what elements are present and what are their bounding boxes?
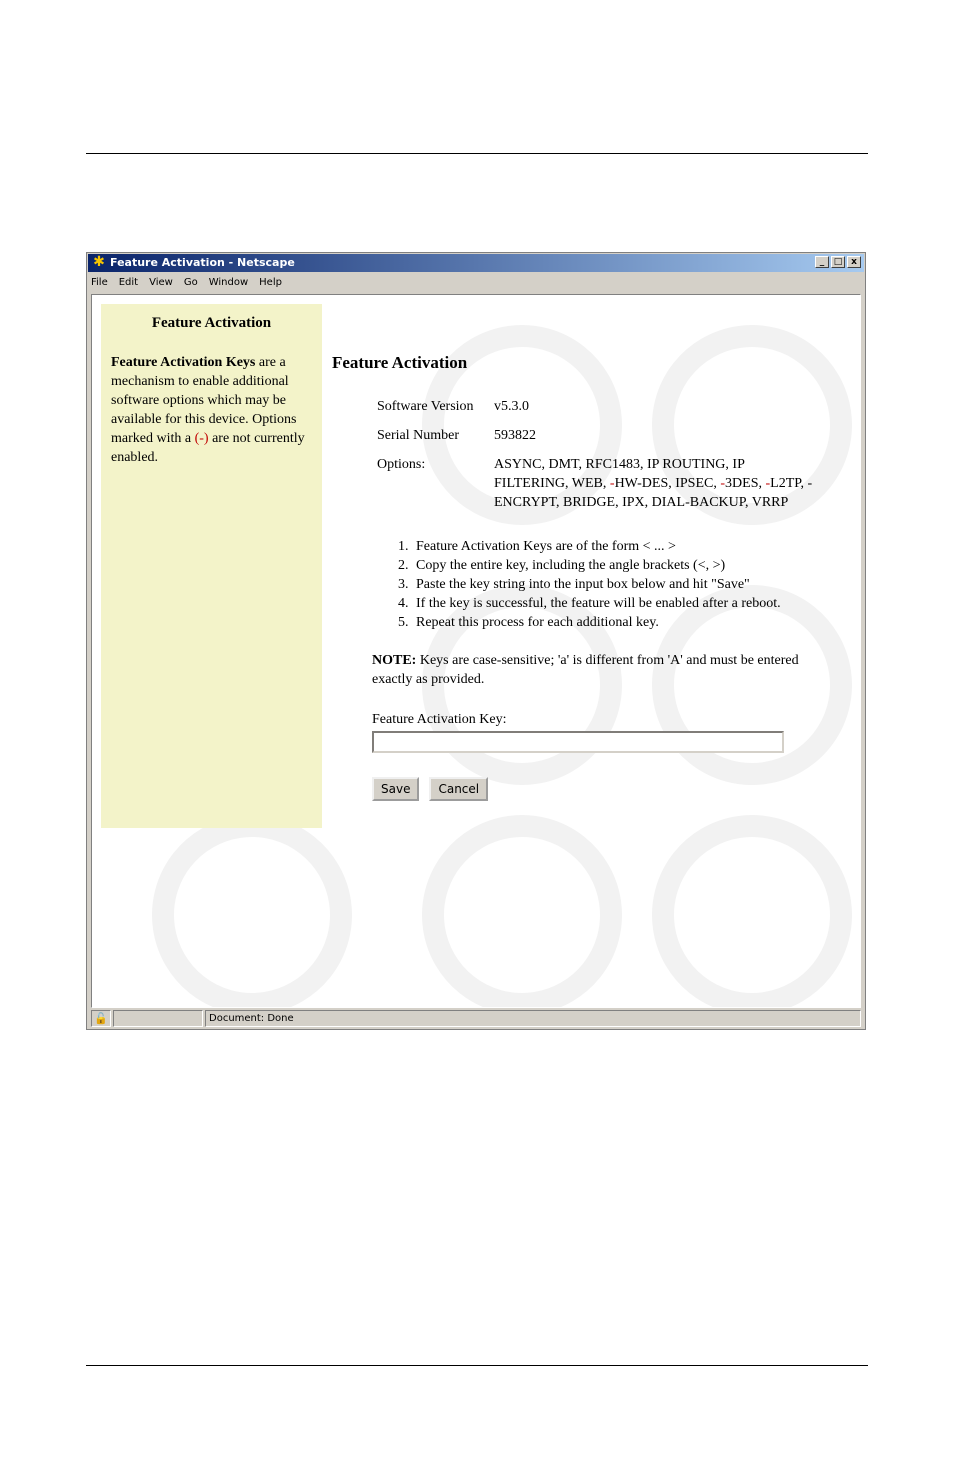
options-label: Options: bbox=[377, 457, 426, 472]
watermark-logo bbox=[385, 778, 658, 1008]
disabled-marker: - bbox=[720, 476, 726, 491]
menu-file[interactable]: File bbox=[91, 277, 108, 288]
security-lock-icon[interactable]: 🔓 bbox=[91, 1010, 111, 1027]
disabled-marker: - bbox=[765, 476, 771, 491]
window-controls bbox=[815, 256, 861, 268]
list-item: 5. Repeat this process for each additional key. bbox=[412, 613, 852, 632]
cancel-button[interactable]: Cancel bbox=[429, 777, 488, 801]
list-item: 1. Feature Activation Keys are of the form < ... > bbox=[412, 537, 852, 556]
bottom-rule bbox=[86, 1365, 868, 1366]
serial-number-label: Serial Number bbox=[377, 428, 460, 443]
activation-key-input[interactable] bbox=[372, 731, 784, 753]
list-item: 4. If the key is successful, the feature will be enabled after a reboot. bbox=[412, 594, 852, 613]
software-version-value: v5.3.0 bbox=[494, 399, 529, 414]
page-title: Feature Activation bbox=[332, 353, 468, 372]
close-button[interactable]: x bbox=[847, 256, 861, 268]
maximize-button[interactable]: □ bbox=[831, 256, 845, 268]
options-row bbox=[377, 455, 852, 512]
options-text: ASYNC, DMT, RFC1483, IP ROUTING, IP FILTERING, WEB, bbox=[494, 457, 745, 491]
save-button[interactable]: Save bbox=[372, 777, 419, 801]
instructions-list bbox=[372, 537, 852, 632]
sidebar-text: are a mechanism to enable additional software options which may be available for this device. Options marked with a bbox=[111, 355, 297, 446]
menu-help[interactable]: Help bbox=[259, 277, 282, 288]
serial-number-row bbox=[377, 426, 852, 445]
help-sidebar bbox=[101, 304, 322, 828]
list-item: 2. Copy the entire key, including the angle brackets (<, >) bbox=[412, 556, 852, 575]
options-text: HW-DES, IPSEC, bbox=[614, 476, 721, 491]
page-viewport bbox=[91, 294, 861, 1008]
case-sensitivity-note bbox=[372, 651, 822, 689]
sidebar-bold-lead: Feature Activation Keys bbox=[111, 355, 256, 370]
main-content bbox=[332, 353, 852, 801]
form-buttons bbox=[372, 777, 852, 801]
menu-go[interactable]: Go bbox=[183, 277, 198, 288]
status-text: Document: Done bbox=[205, 1010, 861, 1027]
window-title: Feature Activation - Netscape bbox=[110, 256, 295, 269]
netscape-icon: ✱ bbox=[93, 255, 105, 270]
browser-window bbox=[86, 252, 866, 1030]
menu-bar bbox=[91, 274, 282, 292]
note-label: NOTE: bbox=[372, 653, 417, 668]
disabled-marker: - bbox=[609, 476, 615, 491]
top-rule bbox=[86, 153, 868, 154]
list-item: 3. Paste the key string into the input box below and hit "Save" bbox=[412, 575, 852, 594]
activation-key-label: Feature Activation Key: bbox=[372, 712, 507, 727]
options-text: L2TP, -ENCRYPT, BRIDGE, IPX, DIAL-BACKUP, VRRP bbox=[494, 476, 813, 510]
options-value bbox=[494, 455, 814, 512]
sidebar-text-end: are not currently enabled. bbox=[111, 431, 305, 465]
menu-edit[interactable]: Edit bbox=[118, 277, 139, 288]
disabled-marker: (-) bbox=[194, 431, 209, 446]
sidebar-title: Feature Activation bbox=[151, 315, 272, 331]
menu-view[interactable]: View bbox=[149, 277, 173, 288]
progress-cell bbox=[113, 1010, 203, 1027]
status-bar bbox=[91, 1010, 861, 1027]
note-text: Keys are case-sensitive; 'a' is different from 'A' and must be entered exactly as provided. bbox=[372, 653, 799, 687]
watermark-logo bbox=[615, 778, 861, 1008]
serial-number-value: 593822 bbox=[494, 428, 536, 443]
minimize-button[interactable]: _ bbox=[815, 256, 829, 268]
device-info bbox=[377, 397, 852, 512]
sidebar-description bbox=[111, 353, 312, 467]
menu-window[interactable]: Window bbox=[208, 277, 249, 288]
software-version-row bbox=[377, 397, 852, 416]
options-text: 3DES, bbox=[725, 476, 766, 491]
software-version-label: Software Version bbox=[377, 399, 474, 414]
title-bar[interactable] bbox=[88, 254, 864, 272]
